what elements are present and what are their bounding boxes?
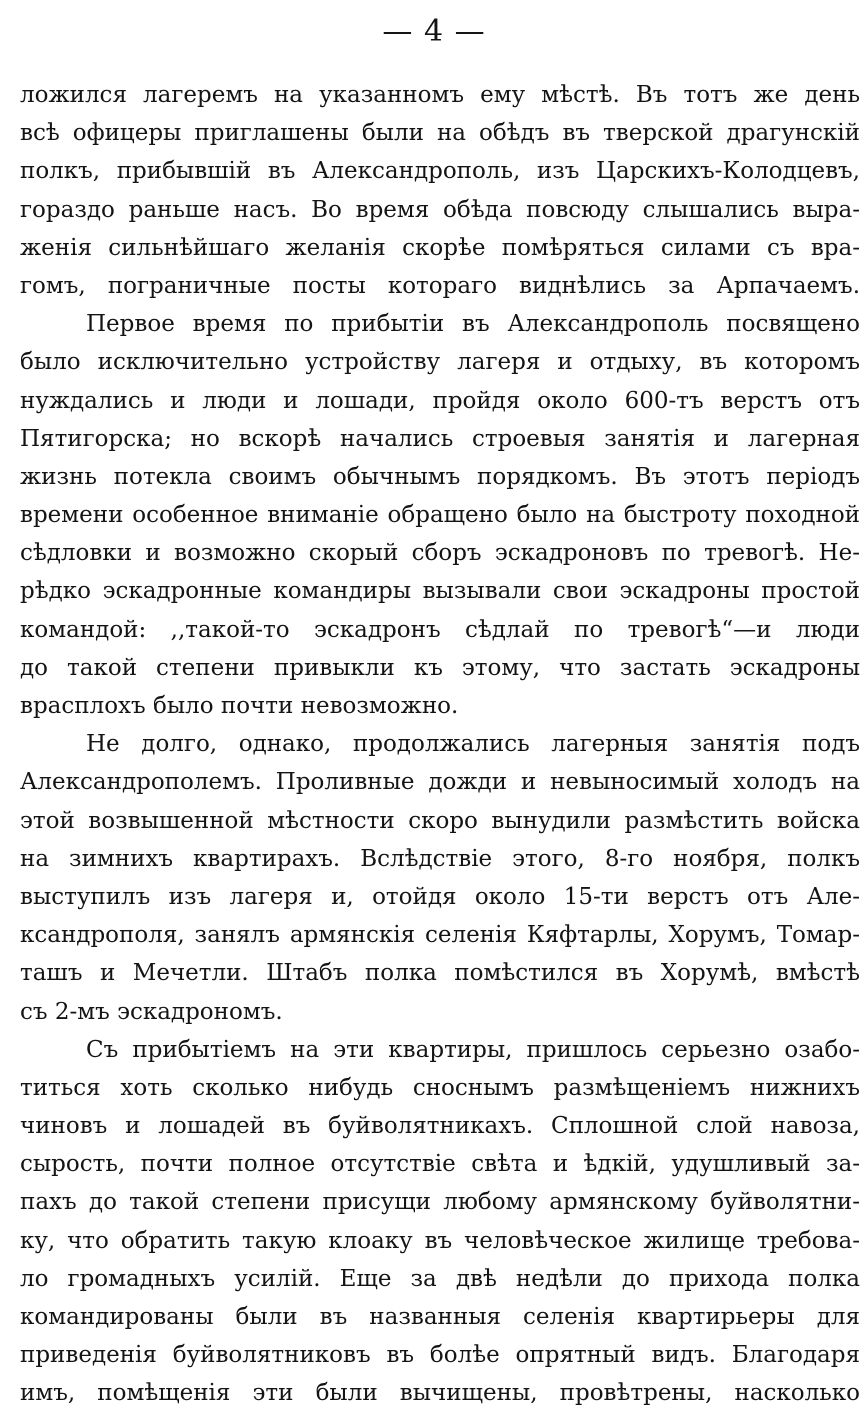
paragraph: [20, 725, 860, 1031]
paragraph: [20, 305, 860, 725]
text-line: ку, что обратить такую клоаку въ человѣческое жилище требова-: [20, 1227, 860, 1254]
text-line: времени особенное вниманіе обращено было на быстроту походной: [20, 502, 860, 529]
text-line: ло громадныхъ усилій. Еще за двѣ недѣли до прихода полка: [20, 1265, 860, 1292]
text-line: командой: ,,такой-то эскадронъ сѣдлай по тревогѣ“—и люди: [20, 616, 860, 643]
text-line: на зимнихъ квартирахъ. Вслѣдствіе этого, 8-го ноября, полкъ: [20, 845, 860, 872]
text-line: сырость, почти полное отсутствіе свѣта и ѣдкій, удушливый за-: [20, 1151, 860, 1178]
text-line: съ 2-мъ эскадрономъ.: [20, 998, 283, 1025]
paragraph: [20, 1031, 860, 1413]
text-line: Первое время по прибытіи въ Александрополь посвящено: [86, 311, 860, 338]
body-text: [20, 76, 860, 1413]
text-line: полкъ, прибывшій въ Александрополь, изъ Царскихъ-Колодцевъ,: [20, 158, 860, 185]
text-line: Съ прибытіемъ на эти квартиры, пришлось серьезно озабо-: [86, 1036, 860, 1063]
text-line: нуждались и люди и лошади, пройдя около 600-тъ верстъ отъ: [20, 387, 860, 414]
text-line: пахъ до такой степени присущи любому армянскому буйволятни-: [20, 1189, 860, 1216]
text-line: приведенія буйволятниковъ въ болѣе опрятный видъ. Благодаря: [20, 1342, 860, 1369]
text-line: чиновъ и лошадей въ буйволятникахъ. Сплошной слой навоза,: [20, 1113, 860, 1140]
text-line: до такой степени привыкли къ этому, что застать эскадроны: [20, 654, 860, 681]
text-line: было исключительно устройству лагеря и отдыху, въ которомъ: [20, 349, 860, 376]
text-line: титься хоть сколько нибудь сноснымъ размѣщеніемъ нижнихъ: [20, 1074, 860, 1101]
text-line: ксандрополя, занялъ армянскія селенія Кяфтарлы, Хорумъ, Томар-: [20, 922, 860, 949]
text-line: Пятигорска; но вскорѣ начались строевыя занятія и лагерная: [20, 425, 860, 452]
text-line: Александрополемъ. Проливные дожди и невыносимый холодъ на: [20, 769, 860, 796]
text-line: этой возвышенной мѣстности скоро вынудили размѣстить войска: [20, 807, 860, 834]
text-line: врасплохъ было почти невозможно.: [20, 693, 459, 719]
text-line: гораздо раньше насъ. Во время обѣда повсюду слышались выра-: [20, 196, 860, 223]
text-line: всѣ офицеры приглашены были на обѣдъ въ тверской драгунскій: [20, 120, 860, 147]
text-line: жизнь потекла своимъ обычнымъ порядкомъ. Въ этотъ періодъ: [20, 463, 860, 490]
text-line: женія сильнѣйшаго желанія скорѣе помѣряться силами съ вра-: [20, 234, 860, 261]
text-line: имъ, помѣщенія эти были вычищены, провѣтрены, насколько: [20, 1380, 860, 1407]
text-line: ташъ и Мечетли. Штабъ полка помѣстился въ Хорумѣ, вмѣстѣ: [20, 960, 860, 987]
page-number: — 4 —: [382, 14, 486, 49]
paragraph: [20, 76, 860, 305]
text-line: ложился лагеремъ на указанномъ ему мѣстѣ. Въ тотъ же день: [20, 82, 860, 108]
text-line: командированы были въ названныя селенія квартирьеры для: [20, 1304, 860, 1330]
text-line: выступилъ изъ лагеря и, отойдя около 15-ти верстъ отъ Але-: [20, 883, 860, 910]
text-line: Не долго, однако, продолжались лагерныя занятія подъ: [86, 731, 860, 758]
text-line: сѣдловки и возможно скорый сборъ эскадроновъ по тревогѣ. Не-: [20, 540, 860, 567]
text-line: гомъ, пограничные посты котораго виднѣлись за Арпачаемъ.: [20, 272, 860, 299]
text-line: рѣдко эскадронные командиры вызывали свои эскадроны простой: [20, 578, 860, 605]
